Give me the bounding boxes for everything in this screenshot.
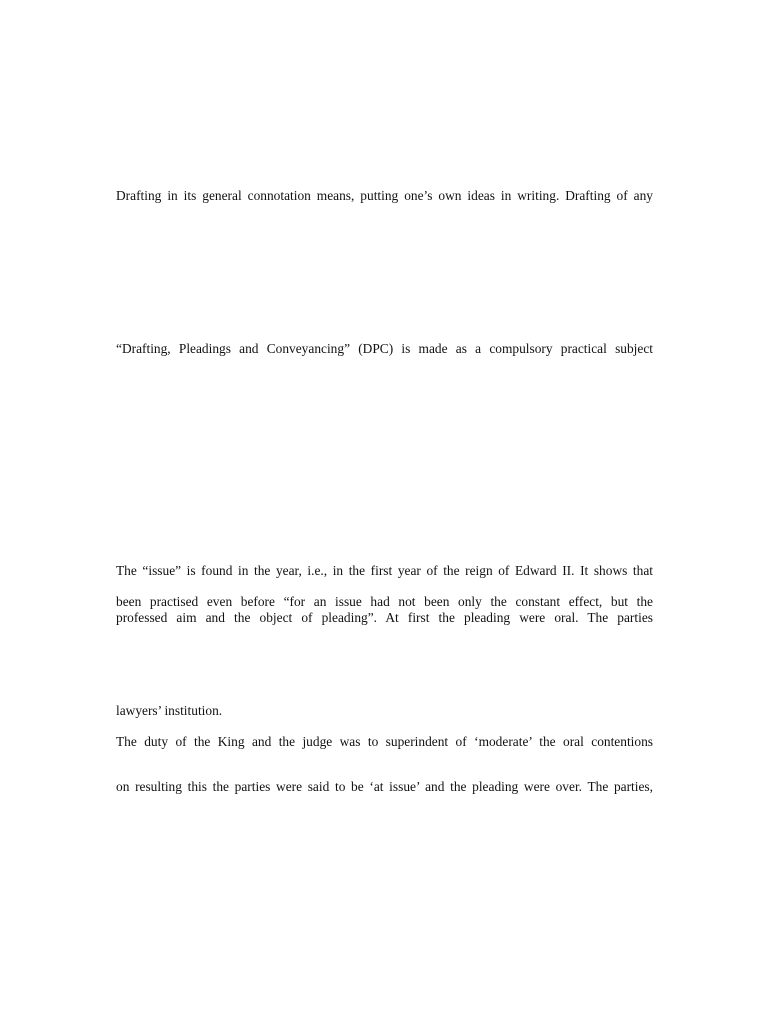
text-line-8: on resulting this the parties were said to be ‘at issue’ and the pleading were over. The parties, <box>116 779 653 794</box>
text-line-7: The duty of the King and the judge was to superindent of ‘moderate’ the oral contentions <box>116 734 653 749</box>
text-line-2: “Drafting, Pleadings and Conveyancing” (DPC) is made as a compulsory practical subject <box>116 341 653 356</box>
text-line-3: The “issue” is found in the year, i.e., in the first year of the reign of Edward II. It shows that <box>116 563 653 578</box>
text-line-4: been practised even before “for an issue had not been only the constant effect, but the <box>116 594 653 609</box>
text-line-6: lawyers’ institution. <box>116 703 223 718</box>
text-line-1: Drafting in its general connotation means, putting one’s own ideas in writing. Drafting of any <box>116 188 653 203</box>
text-line-5: professed aim and the object of pleading”. At first the pleading were oral. The parties <box>116 610 653 625</box>
